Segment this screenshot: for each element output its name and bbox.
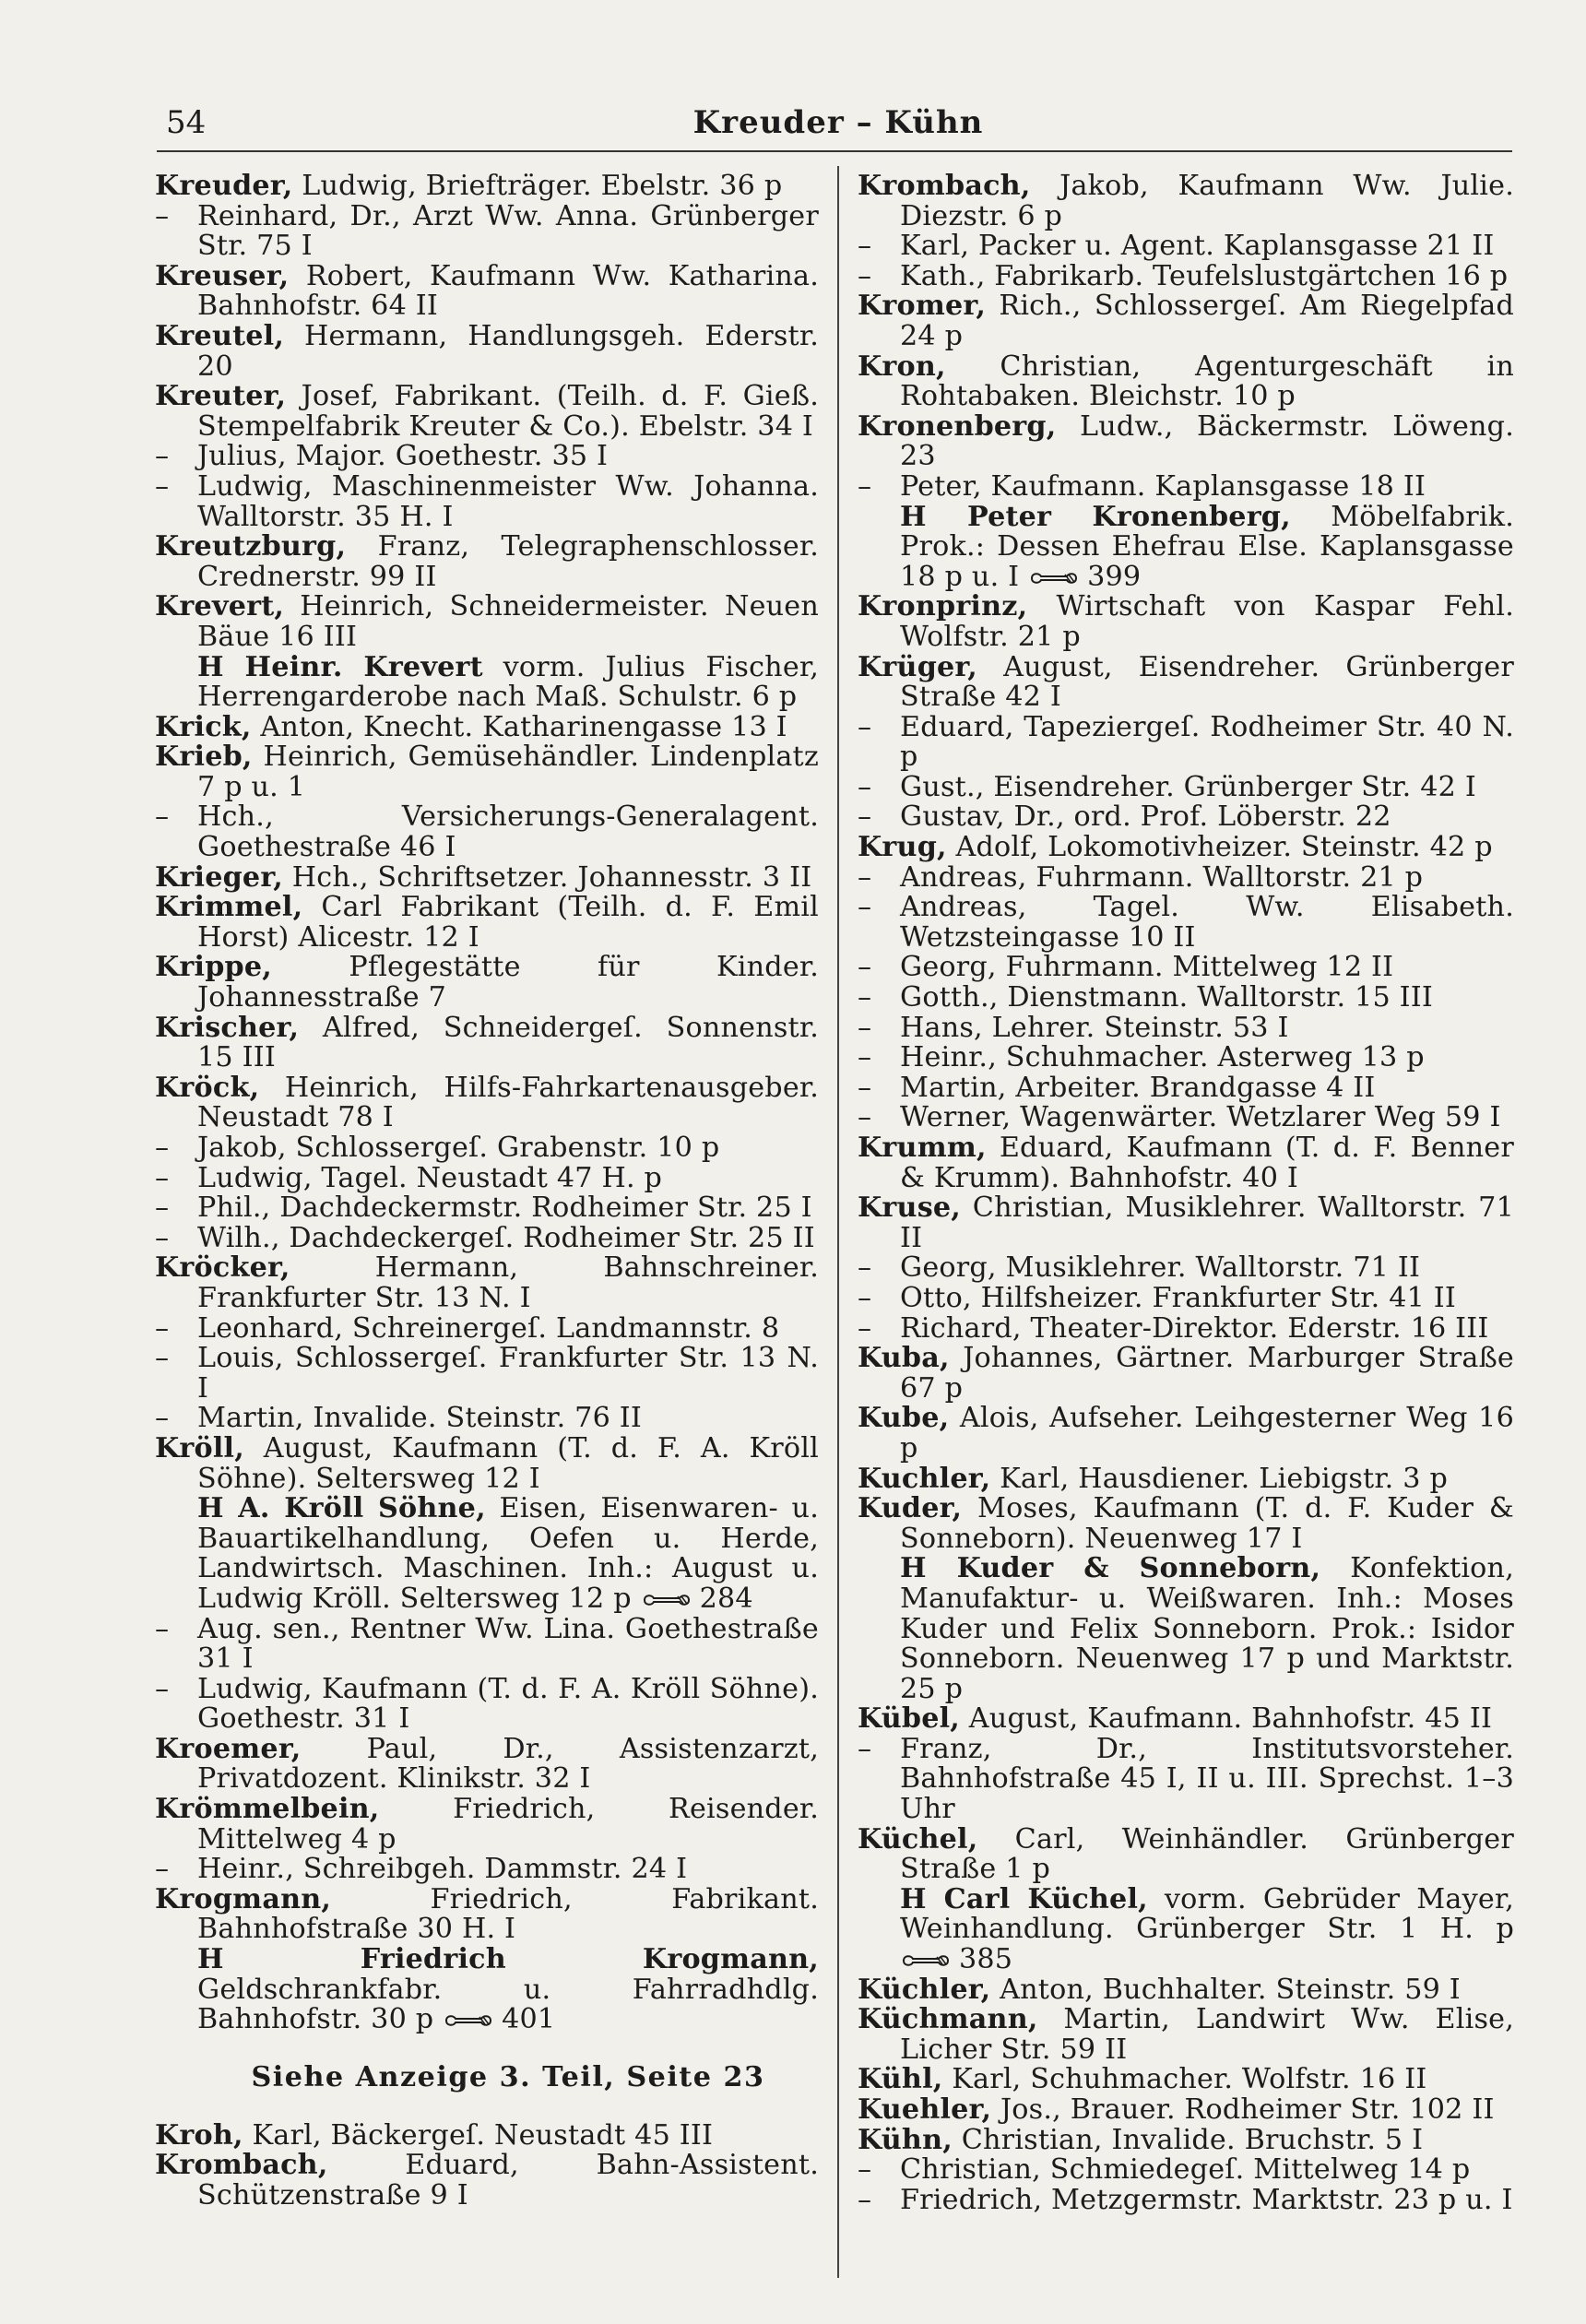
entry-details: Gustav, Dr., ord. Prof. Löberstr. 22 <box>900 800 1391 834</box>
ditto-dash: – <box>155 1132 170 1164</box>
entry-details: Hans, Lehrer. Steinstr. 53 I <box>900 1011 1289 1044</box>
telephone-icon <box>641 1592 692 1608</box>
surname: Krieb, <box>155 741 253 774</box>
business-name: H Heinr. Krevert <box>197 650 483 683</box>
entry-details: Wirtschaft von Kaspar Fehl. Wolfstr. 21 p <box>900 590 1514 653</box>
sub-entry <box>858 259 1514 292</box>
directory-entry <box>858 1494 1514 1554</box>
entry-details: Christian, Invalide. Bruchstr. 5 I <box>952 2123 1424 2156</box>
sub-entry <box>155 469 819 533</box>
sub-entry <box>858 1043 1514 1073</box>
sub-entry <box>155 1193 819 1224</box>
entry-details: Georg, Fuhrmann. Mittelweg 12 II <box>900 951 1394 984</box>
surname: Kromer, <box>858 290 987 323</box>
directory-entry <box>155 1431 819 1495</box>
entry-details: Eduard, Kaufmann (T. d. F. Benner & Krumm). Bahnhofstr. 40 I <box>900 1132 1514 1194</box>
entry-details: Geldschrankfabr. u. Fahrradhdlg. Bahnhofstr. 30 p <box>197 1973 819 2036</box>
directory-entry <box>858 172 1514 231</box>
ditto-dash: – <box>155 1853 170 1886</box>
ditto-dash: – <box>858 860 872 894</box>
entry-details: Phil., Dachdeckermstr. Rodheimer Str. 25 I <box>197 1192 812 1225</box>
right-column <box>858 172 1514 2215</box>
surname: Kreutel, <box>155 319 285 352</box>
entry-details: Georg, Musiklehrer. Walltorstr. 71 II <box>900 1251 1421 1285</box>
ditto-dash: – <box>858 2153 872 2187</box>
sub-entry <box>858 770 1514 803</box>
sub-entry <box>155 1344 819 1404</box>
directory-entry <box>858 2065 1514 2095</box>
business-listing <box>858 1882 1514 1976</box>
directory-entry <box>858 592 1514 652</box>
sub-entry <box>155 1161 819 1194</box>
entry-details: Moses, Kaufmann (T. d. F. Kuder & Sonneborn). Neuenweg 17 I <box>900 1492 1514 1555</box>
directory-entry <box>858 1975 1514 2006</box>
surname: Kron, <box>858 350 946 383</box>
phone-number-value: 399 <box>1087 560 1142 593</box>
entry-details: Aug. sen., Rentner Ww. Lina. Goethestraße 31 I <box>197 1612 819 1676</box>
surname: Krüger, <box>858 650 978 683</box>
entry-details: Hch., Versicherungs-Generalagent. Goethestraße 46 I <box>197 800 819 864</box>
ditto-dash: – <box>858 1011 872 1044</box>
surname: Kröll, <box>155 1431 244 1464</box>
sub-entry <box>155 1612 819 1676</box>
directory-entry <box>155 1732 819 1796</box>
directory-entry <box>858 2123 1514 2156</box>
ditto-dash: – <box>155 1311 170 1345</box>
surname: Krombach, <box>155 2149 328 2182</box>
entry-details: Anton, Buchhalter. Steinstr. 59 I <box>990 1973 1461 2006</box>
entry-details: Wilh., Dachdeckergeſ. Rodheimer Str. 25 II <box>197 1221 815 1254</box>
directory-entry <box>155 172 819 202</box>
entry-details: Kath., Fabrikarb. Teufelslustgärtchen 16 p <box>900 259 1509 292</box>
surname: Kühn, <box>858 2123 953 2156</box>
ditto-dash: – <box>858 710 872 743</box>
entry-details: Konfektion, Manufaktur- u. Weißwaren. Inh.: Moses Kuder und Felix Sonneborn. Prok.: Isidor Sonneborn. Neuenweg 17 p und Marktstr. 25 p <box>900 1552 1514 1705</box>
entry-details: Alois, Aufseher. Leihgesterner Weg 16 p <box>900 1402 1514 1464</box>
sub-entry <box>858 860 1514 894</box>
surname: Kruse, <box>858 1192 962 1225</box>
sub-entry <box>858 983 1514 1014</box>
ditto-dash: – <box>858 981 872 1014</box>
page-number: 54 <box>166 104 207 141</box>
ditto-dash: – <box>858 951 872 984</box>
ditto-dash: – <box>858 469 872 503</box>
ditto-dash: – <box>155 1342 170 1375</box>
sub-entry <box>858 1281 1514 1314</box>
directory-entry <box>858 291 1514 351</box>
business-name: H A. Kröll Söhne, <box>197 1492 486 1525</box>
surname: Küchmann, <box>858 2003 1038 2036</box>
ditto-dash: – <box>155 1161 170 1194</box>
entry-details: Paul, Dr., Assistenzarzt, Privatdozent. Klinikstr. 32 I <box>197 1732 819 1796</box>
ditto-dash: – <box>858 1311 872 1345</box>
directory-entry <box>858 352 1514 412</box>
business-listing <box>155 1494 819 1614</box>
directory-entry <box>858 1404 1514 1464</box>
entry-details: Richard, Theater-Direktor. Ederstr. 16 III <box>900 1311 1489 1345</box>
surname: Kube, <box>858 1402 950 1435</box>
entry-details: Eduard, Bahn-Assistent. Schützenstraße 9 I <box>197 2149 819 2211</box>
sub-entry <box>155 802 819 862</box>
sub-entry <box>858 1311 1514 1345</box>
phone-number-value: 401 <box>502 2003 556 2036</box>
surname: Krumm, <box>858 1132 987 1164</box>
entry-details: Friedrich, Reisender. Mittelweg 4 p <box>197 1793 819 1856</box>
header-rule <box>157 150 1512 152</box>
surname: Küchel, <box>858 1822 978 1856</box>
entry-details: Franz, Telegraphenschlosser. Crednerstr. 99 II <box>197 530 819 593</box>
entry-details: Ludwig, Maschinenmeister Ww. Johanna. Walltorstr. 35 H. I <box>197 469 819 533</box>
entry-details: August, Kaufmann (T. d. F. A. Kröll Söhne). Seltersweg 12 I <box>197 1431 819 1495</box>
surname: Krömmelbein, <box>155 1793 380 1826</box>
entry-details: Christian, Schmiedegeſ. Mittelweg 14 p <box>900 2153 1471 2187</box>
business-listing <box>155 1945 819 2035</box>
entry-details: Carl, Weinhändler. Grünberger Straße 1 p <box>900 1822 1514 1886</box>
entry-details: Leonhard, Schreinergeſ. Landmannstr. 8 <box>197 1311 780 1345</box>
surname: Kröcker, <box>155 1251 290 1285</box>
directory-entry <box>155 259 819 323</box>
sub-entry <box>155 1133 819 1164</box>
directory-entry <box>155 953 819 1013</box>
entry-details: Pflegestätte für Kinder. Johannesstraße 7 <box>197 951 819 1014</box>
directory-entry <box>155 710 819 743</box>
entry-details: Ludwig, Tagel. Neustadt 47 H. p <box>197 1161 663 1194</box>
surname: Krischer, <box>155 1011 300 1044</box>
surname: Kuchler, <box>858 1462 991 1495</box>
entry-details: Gust., Eisendreher. Grünberger Str. 42 I <box>900 770 1476 803</box>
directory-entry <box>155 1011 819 1074</box>
business-name: H Carl Küchel, <box>900 1882 1148 1915</box>
entry-details: Hermann, Bahnschreiner. Frankfurter Str. 13 N. I <box>197 1251 819 1314</box>
surname: Krombach, <box>858 170 1031 202</box>
entry-details: Martin, Invalide. Steinstr. 76 II <box>197 1402 643 1435</box>
entry-details: Möbelfabrik. Prok.: Dessen Ehefrau Else. Kaplansgasse 18 p u. I <box>900 500 1514 593</box>
entry-details: Jakob, Schlossergeſ. Grabenstr. 10 p <box>197 1132 720 1164</box>
telephone-icon <box>1028 570 1080 587</box>
ditto-dash: – <box>858 2183 872 2216</box>
entry-details: Reinhard, Dr., Arzt Ww. Anna. Grünberger Str. 75 I <box>197 199 819 263</box>
sub-entry <box>858 710 1514 774</box>
sub-entry <box>858 1073 1514 1104</box>
column-divider <box>837 166 839 2278</box>
surname: Kuba, <box>858 1342 950 1375</box>
ditto-dash: – <box>858 1071 872 1104</box>
ditto-dash: – <box>858 1281 872 1314</box>
sub-entry <box>858 953 1514 983</box>
ditto-dash: – <box>155 1402 170 1435</box>
directory-entry <box>858 833 1514 863</box>
business-name: H Friedrich Krogmann, <box>197 1943 819 1976</box>
directory-entry <box>155 319 819 383</box>
entry-details: Friedrich, Metzgermstr. Marktstr. 23 p u. I <box>900 2183 1513 2216</box>
surname: Krogmann, <box>155 1882 332 1915</box>
entry-details: Jos., Brauer. Rodheimer Str. 102 II <box>991 2093 1495 2126</box>
entry-details: Peter, Kaufmann. Kaplansgasse 18 II <box>900 469 1426 503</box>
telephone-icon <box>443 2012 494 2029</box>
phone-number-value: 284 <box>699 1582 753 1615</box>
sub-entry <box>155 1404 819 1434</box>
sub-entry <box>858 2155 1514 2186</box>
telephone-icon <box>900 1952 952 1969</box>
directory-entry <box>155 592 819 652</box>
entry-details: Ludwig, Briefträger. Ebelstr. 36 p <box>292 170 783 202</box>
ditto-dash: – <box>155 800 170 834</box>
entry-details: Otto, Hilfsheizer. Frankfurter Str. 41 II <box>900 1281 1457 1314</box>
entry-details: August, Kaufmann. Bahnhofstr. 45 II <box>960 1702 1493 1736</box>
directory-entry <box>858 409 1514 473</box>
sub-entry <box>858 1253 1514 1284</box>
entry-details: Rich., Schlossergeſ. Am Riegelpfad 24 p <box>900 290 1514 352</box>
entry-details: Gotth., Dienstmann. Walltorstr. 15 III <box>900 981 1434 1014</box>
directory-entry <box>155 1253 819 1313</box>
entry-details: Anton, Knecht. Katharinengasse 13 I <box>251 710 787 743</box>
surname: Krieger, <box>155 860 283 894</box>
surname: Kühl, <box>858 2063 943 2096</box>
entry-details: August, Eisendreher. Grünberger Straße 42 I <box>900 650 1514 714</box>
directory-entry <box>858 2005 1514 2065</box>
entry-details: Jakob, Kaufmann Ww. Julie. Diezstr. 6 p <box>900 170 1514 232</box>
directory-entry <box>858 1704 1514 1735</box>
directory-entry <box>858 1193 1514 1253</box>
sub-entry <box>155 1221 819 1254</box>
sub-entry <box>858 2183 1514 2216</box>
entry-details: Karl, Bäckergeſ. Neustadt 45 III <box>243 2118 714 2152</box>
entry-details: Alfred, Schneidergeſ. Sonnenstr. 15 III <box>197 1011 819 1074</box>
entry-details: Heinrich, Hilfs-Fahrkartenausgeber. Neustadt 78 I <box>197 1071 819 1134</box>
page-title: Kreuder – Kühn <box>692 104 984 141</box>
sub-entry <box>858 802 1514 833</box>
directory-entry <box>155 532 819 592</box>
sub-entry <box>858 1103 1514 1133</box>
entry-details: Ludwig, Kaufmann (T. d. F. A. Kröll Söhne). Goethestr. 31 I <box>197 1672 819 1736</box>
ditto-dash: – <box>155 1221 170 1254</box>
surname: Krevert, <box>155 590 285 623</box>
sub-entry <box>858 231 1514 262</box>
entry-details: vorm. Gebrüder Mayer, Weinhandlung. Grünberger Str. 1 H. p <box>900 1882 1514 1946</box>
directory-entry <box>858 650 1514 714</box>
surname: Kuder, <box>858 1492 963 1525</box>
sub-entry <box>155 1855 819 1885</box>
business-listing <box>858 500 1514 593</box>
directory-entry <box>858 1464 1514 1495</box>
surname: Kreuder, <box>155 170 293 202</box>
entry-details: Eduard, Tapeziergeſ. Rodheimer Str. 40 N. p <box>900 710 1514 774</box>
entry-details: Andreas, Tagel. Ww. Elisabeth. Wetzsteingasse 10 II <box>900 891 1514 954</box>
page-header <box>166 100 1510 146</box>
directory-entry <box>858 1133 1514 1193</box>
business-listing <box>858 1554 1514 1704</box>
entry-details: Werner, Wagenwärter. Wetzlarer Weg 59 I <box>900 1101 1501 1134</box>
directory-entry <box>155 893 819 953</box>
surname: Kröck, <box>155 1071 260 1104</box>
entry-details: Christian, Musiklehrer. Walltorstr. 71 II <box>900 1192 1514 1254</box>
entry-details: Karl, Schuhmacher. Wolfstr. 16 II <box>942 2063 1427 2096</box>
directory-entry <box>155 860 819 894</box>
ditto-dash: – <box>858 1041 872 1074</box>
directory-entry <box>155 1795 819 1855</box>
surname: Krippe, <box>155 951 272 984</box>
sub-entry <box>155 1311 819 1345</box>
directory-entry <box>858 1344 1514 1404</box>
entry-details: Christian, Agenturgeschäft in Rohtabaken. Bleichstr. 10 p <box>900 350 1514 413</box>
business-name: H Kuder & Sonneborn, <box>900 1552 1321 1585</box>
ditto-dash: – <box>155 1612 170 1645</box>
ditto-dash: – <box>155 1672 170 1705</box>
entry-details: Heinr., Schreibgeh. Dammstr. 24 I <box>197 1853 688 1886</box>
sub-entry <box>858 1732 1514 1826</box>
entry-details: Louis, Schlossergeſ. Frankfurter Str. 13 N. I <box>197 1342 819 1405</box>
surname: Krug, <box>858 831 947 864</box>
surname: Kronprinz, <box>858 590 1028 623</box>
directory-entry <box>858 1822 1514 1886</box>
surname: Kroh, <box>155 2118 243 2152</box>
directory-entry <box>155 2118 819 2152</box>
entry-details: Adolf, Lokomotivheizer. Steinstr. 42 p <box>946 831 1493 864</box>
surname: Kuehler, <box>858 2093 992 2126</box>
surname: Krick, <box>155 710 252 743</box>
entry-details: Heinrich, Schneidermeister. Neuen Bäue 16 III <box>197 590 819 653</box>
directory-entry <box>155 2151 819 2211</box>
entry-details: Andreas, Fuhrmann. Walltorstr. 21 p <box>900 860 1424 894</box>
sub-entry <box>858 469 1514 503</box>
business-name: H Peter Kronenberg, <box>900 500 1291 533</box>
ditto-dash: – <box>155 199 170 232</box>
sub-entry <box>155 442 819 472</box>
entry-details: Martin, Arbeiter. Brandgasse 4 II <box>900 1071 1376 1104</box>
ditto-dash: – <box>858 1101 872 1134</box>
ditto-dash: – <box>858 1251 872 1285</box>
entry-details: Eisen, Eisenwaren- u. Bauartikelhandlung, Oefen u. Herde, Landwirtsch. Maschinen. Inh.: August u. Ludwig Kröll. Seltersweg 12 p <box>197 1492 819 1615</box>
entry-details: Hermann, Handlungsgeh. Ederstr. 20 <box>197 319 819 383</box>
surname: Kreuser, <box>155 259 290 292</box>
entry-details: Hch., Schriftsetzer. Johannesstr. 3 II <box>282 860 812 894</box>
phone-number-value: 385 <box>959 1943 1013 1976</box>
ditto-dash: – <box>858 770 872 803</box>
ditto-dash: – <box>155 440 170 473</box>
surname: Kreutzburg, <box>155 530 347 563</box>
sub-entry <box>155 199 819 263</box>
directory-entry <box>155 382 819 442</box>
directory-entry <box>858 2095 1514 2126</box>
ditto-dash: – <box>155 1192 170 1225</box>
entry-details: Josef, Fabrikant. (Teilh. d. F. Gieß. Stempelfabrik Kreuter & Co.). Ebelstr. 34 I <box>197 380 819 443</box>
surname: Krimmel, <box>155 891 303 924</box>
entry-details: Franz, Dr., Institutsvorsteher. Bahnhofstraße 45 I, II u. III. Sprechst. 1–3 Uhr <box>900 1732 1514 1826</box>
ditto-dash: – <box>858 800 872 834</box>
surname: Küchler, <box>858 1973 991 2006</box>
ditto-dash: – <box>858 230 872 263</box>
ditto-dash: – <box>858 1732 872 1765</box>
surname: Kronenberg, <box>858 409 1057 443</box>
entry-details: Martin, Landwirt Ww. Elise, Licher Str. 59 II <box>900 2003 1514 2066</box>
entry-details: Robert, Kaufmann Ww. Katharina. Bahnhofstr. 64 II <box>197 259 819 323</box>
directory-entry <box>155 1073 819 1133</box>
ditto-dash: – <box>858 259 872 292</box>
entry-details: vorm. Julius Fischer, Herrengarderobe nach Maß. Schulstr. 6 p <box>197 650 819 714</box>
sub-entry <box>858 1011 1514 1044</box>
ditto-dash: – <box>858 891 872 924</box>
surname: Kroemer, <box>155 1732 302 1765</box>
entry-details: Carl Fabrikant (Teilh. d. F. Emil Horst) Alicestr. 12 I <box>197 891 819 954</box>
business-listing <box>155 650 819 714</box>
directory-entry <box>155 742 819 802</box>
advertisement-reference: Siehe Anzeige 3. Teil, Seite 23 <box>251 2061 765 2093</box>
sub-entry <box>858 893 1514 953</box>
entry-details: Johannes, Gärtner. Marburger Straße 67 p <box>900 1342 1514 1405</box>
entry-details: Julius, Major. Goethestr. 35 I <box>197 440 609 473</box>
entry-details: Heinrich, Gemüsehändler. Lindenplatz 7 p u. 1 <box>197 741 819 803</box>
left-column <box>155 172 819 2211</box>
entry-details: Friedrich, Fabrikant. Bahnhofstraße 30 H. I <box>197 1882 819 1946</box>
entry-details: Karl, Hausdiener. Liebigstr. 3 p <box>990 1462 1448 1495</box>
entry-details: Karl, Packer u. Agent. Kaplansgasse 21 II <box>900 230 1495 263</box>
directory-entry <box>155 1882 819 1946</box>
ditto-dash: – <box>155 469 170 503</box>
entry-details: Ludw., Bäckermstr. Löweng. 23 <box>900 409 1514 473</box>
surname: Kreuter, <box>155 380 287 413</box>
entry-details: Heinr., Schuhmacher. Asterweg 13 p <box>900 1041 1425 1074</box>
surname: Kübel, <box>858 1702 961 1736</box>
sub-entry <box>155 1672 819 1736</box>
